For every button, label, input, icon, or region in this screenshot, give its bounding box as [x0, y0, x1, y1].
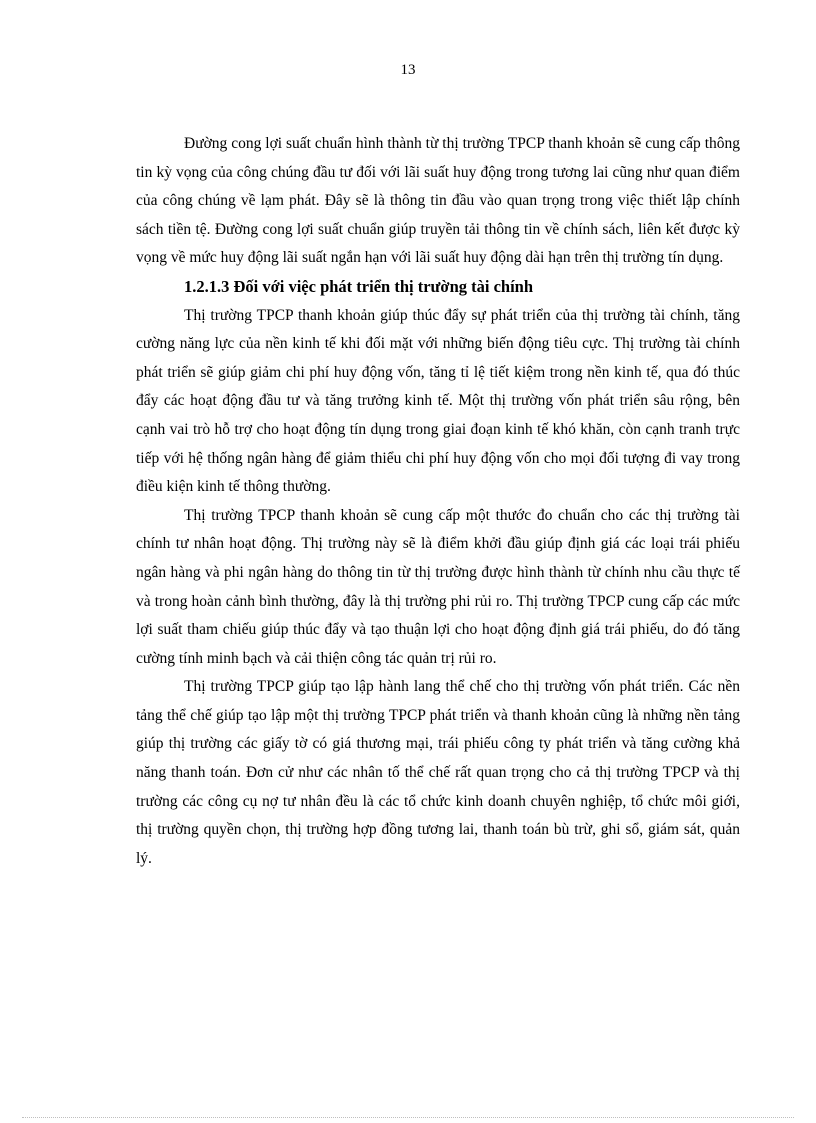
- section-heading: 1.2.1.3 Đối với việc phát triển thị trường tài chính: [184, 276, 534, 296]
- page-bottom-divider: [22, 1117, 794, 1118]
- paragraph-financial-market-development: Thị trường TPCP thanh khoản giúp thúc đẩy sự phát triển của thị trường tài chính, tăng cường năng lực của nền kinh tế khi đối mặt với những biến động tiêu cực. Thị trường tài chính phát triển sẽ giúp giảm chi phí huy động vốn, tăng tỉ lệ tiết kiệm trong nền kinh tế, qua đó thúc đẩy các hoạt động đầu tư và tăng trưởng kinh tế. Một thị trường vốn phát triển sâu rộng, bên cạnh vai trò hỗ trợ cho hoạt động tín dụng trong giai đoạn kinh tế khó khăn, còn cạnh tranh trực tiếp với hệ thống ngân hàng để giảm thiểu chi phí huy động vốn cho mọi đối tượng đi vay trong điều kiện kinh tế thông thường.: [136, 306, 740, 496]
- paragraph-yield-curve: Đường cong lợi suất chuẩn hình thành từ thị trường TPCP thanh khoản sẽ cung cấp thông tin kỳ vọng của công chúng đầu tư đối với lãi suất huy động trong tương lai cũng như quan điểm của công chúng về lạm phát. Đây sẽ là thông tin đầu vào quan trọng trong việc thiết lập chính sách tiền tệ. Đường cong lợi suất chuẩn giúp truyền tải thông tin về chính sách, liên kết được kỳ vọng về mức huy động lãi suất ngắn hạn với lãi suất huy động dài hạn trên thị trường tín dụng.: [136, 135, 740, 267]
- paragraph-benchmark: Thị trường TPCP thanh khoản sẽ cung cấp một thước đo chuẩn cho các thị trường tài chính tư nhân hoạt động. Thị trường này sẽ là điểm khởi đầu giúp định giá các loại trái phiếu ngân hàng và phi ngân hàng do thông tin từ thị trường được hình thành từ chính nhu cầu thực tế và trong hoàn cảnh bình thường, đây là thị trường phi rủi ro. Thị trường TPCP cung cấp các mức lợi suất tham chiếu giúp thúc đẩy và tạo thuận lợi cho hoạt động định giá trái phiếu, do đó tăng cường tính minh bạch và cải thiện công tác quản trị rủi ro.: [136, 506, 740, 667]
- page-number: 13: [400, 62, 416, 78]
- document-body: [136, 130, 740, 873]
- paragraph-institutional-framework: Thị trường TPCP giúp tạo lập hành lang thể chế cho thị trường vốn phát triển. Các nền tảng thể chế giúp tạo lập một thị trường TPCP phát triển và thanh khoản cũng là những nền tảng giúp thị trường các giấy tờ có giá thương mại, trái phiếu công ty phát triển và tăng cường khả năng thanh toán. Đơn cử như các nhân tố thể chế rất quan trọng cho cả thị trường TPCP và thị trường các công cụ nợ tư nhân đều là các tổ chức kinh doanh chuyên nghiệp, tổ chức môi giới, thị trường quyền chọn, thị trường hợp đồng tương lai, thanh toán bù trừ, ghi sổ, giám sát, quản lý.: [136, 678, 740, 867]
